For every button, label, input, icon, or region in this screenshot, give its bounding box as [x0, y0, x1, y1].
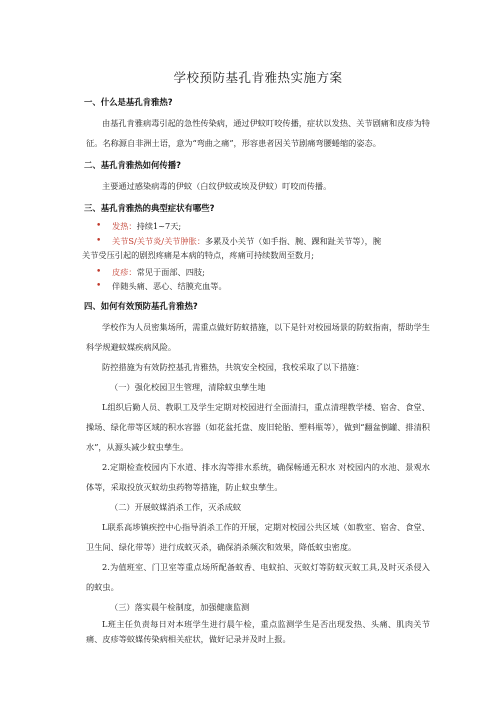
measure-1-2: 2.定期检查校园内下水道、排水沟等排水系统，确保畅通无积水 对校园内的水池、景观水体等，采取投放灭蚊幼虫药物等措施，防止蚊虫孳生。: [86, 461, 430, 492]
bullet-icon: •: [96, 235, 102, 246]
bullet-icon: •: [96, 281, 102, 291]
section-4-heading: 四、如何有效预防基孔肯雅热?: [84, 300, 198, 311]
section-2-text: 主要通过感染病毒的伊蚊（白纹伊蚊或埃及伊蚊）叮咬而传播。: [102, 181, 332, 191]
symptom-text: 伴随头痛、恶心、结膜充血等。: [112, 281, 227, 291]
symptom-label: 发热：: [112, 221, 137, 231]
symptom-other: [96, 279, 430, 294]
symptom-text: 多累及小关节（如手指、腕、踝和趾关节等），腕: [205, 235, 382, 246]
section-1-heading: 一、什么是基孔肯雅热?: [84, 97, 173, 107]
measure-2-1: L联系高埗镇疾控中心指导消杀工作的开展，定期对校园公共区域（如教室、宿舍、食堂、卫生间、绿化带等）进行成蚊灭杀，确保消杀频次和效果，降低蚊虫密度。: [86, 521, 430, 552]
measure-2-2: 2.为值班室、门卫室等重点场所配备蚊香、电蚊拍、灭蚊灯等防蚊灭蚊工具,及时灭杀侵入的蚊虫。: [86, 561, 430, 592]
symptom-text: 持续1~7天;: [136, 221, 182, 231]
bullet-icon: •: [96, 266, 102, 277]
symptom-text: 常见于面部、四肢;: [136, 266, 205, 277]
symptom-fever: [96, 219, 430, 234]
section-4-measures: 防控措施为有效防控基孔肯雅热，共筑安全校园，我校采取了以下措施：: [102, 361, 365, 372]
subsection-3-heading: （三）落实晨午检制度，加强健康监测: [110, 601, 250, 612]
symptom-label: 皮疹：: [112, 266, 137, 277]
bullet-icon: •: [96, 221, 102, 231]
measure-1-1: L组织后勤人员、教职工及学生定期对校园进行全面清扫，重点清理教学楼、宿舍、食堂、操场、绿化带等区域的积水容器（如花盆托盘、废旧轮胎、塑料瓶等），做到“翻盆倒罐、排清积水”，从源头减少蚊虫孳生。: [86, 401, 430, 452]
measure-3-1: L班主任负责每日对本班学生进行晨午检，重点监测学生是否出现发热、头痛、肌肉关节痛、皮疹等蚊媒传染病相关症状，做好记录并及时上报。: [86, 618, 430, 644]
symptom-rash: [96, 265, 430, 280]
symptom-joint-continued: 关节受压引起的剧烈疼痛是本病的特点，疼痛可持续数周至数月;: [82, 250, 315, 260]
subsection-1-heading: （一）强化校园卫生管理，清除蚊虫孳生地: [110, 381, 266, 392]
document-title: 学校预防基孔肯雅热实施方案: [173, 70, 343, 85]
section-1-text: 由基孔肯雅病毒引起的急性传染病，通过伊蚊叮咬传播，症状以发热、关节剧痛和皮疹为特征。名称源自非洲土语，意为“弯曲之痛”，形容患者因关节剧痛弯腰蜷缩的姿态。: [86, 118, 430, 148]
symptom-label: 关节S/关节炎/关节肿胀：: [112, 235, 206, 246]
section-4-intro: 学校作为人员密集场所，需重点做好防蚊措施，以下是针对校园场景的防蚊指南，帮助学生科学规避蚊媒疾病风险。: [86, 321, 430, 352]
symptom-joint: [96, 234, 430, 249]
subsection-2-heading: （二）开展蚊媒消杀工作，灭杀成蚊: [110, 501, 242, 512]
section-3-heading: 三、基孔肯雅热的典型症状有哪些?: [84, 203, 215, 213]
section-2-heading: 二、基孔肯雅热如何传播?: [84, 160, 181, 170]
